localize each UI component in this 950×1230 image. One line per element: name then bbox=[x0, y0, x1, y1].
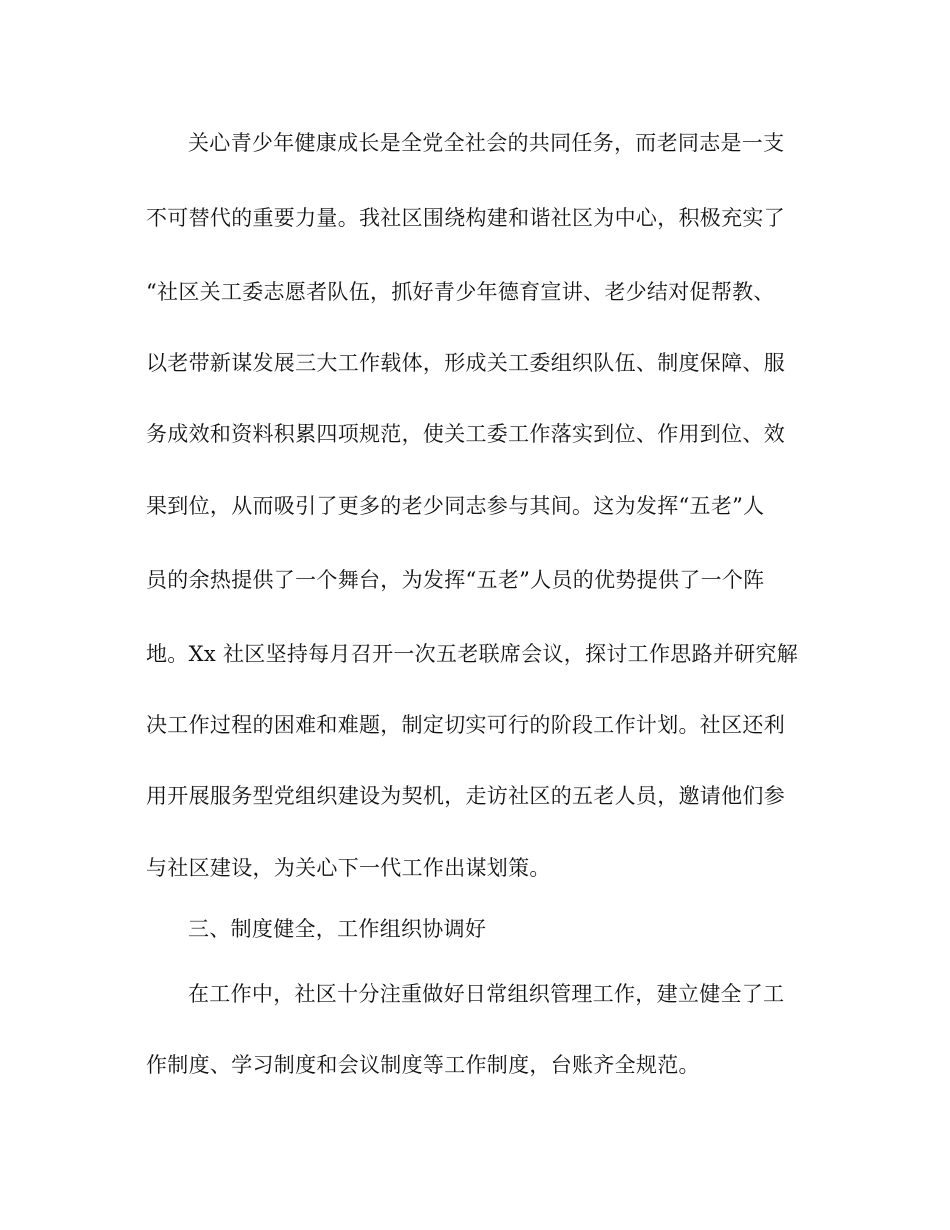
paragraph-1-line-3: “社区关工委志愿者队伍，抓好青少年德育宣讲、老少结对促帮教、 bbox=[146, 280, 775, 304]
paragraph-2-line-2: 作制度、学习制度和会议制度等工作制度，台账齐全规范。 bbox=[146, 1053, 700, 1077]
section-heading-3: 三、制度健全，工作组织协调好 bbox=[188, 917, 487, 941]
paragraph-1-line-4: 以老带新谋发展三大工作载体，形成关工委组织队伍、制度保障、服 bbox=[146, 351, 785, 375]
paragraph-1-line-5: 务成效和资料积累四项规范，使关工委工作落实到位、作用到位、效 bbox=[146, 422, 785, 446]
paragraph-1-line-7: 员的余热提供了一个舞台，为发挥“五老”人员的优势提供了一个阵 bbox=[146, 568, 765, 592]
paragraph-2-line-1: 在工作中，社区十分注重做好日常组织管理工作，建立健全了工 bbox=[188, 982, 785, 1006]
paragraph-1-line-1: 关心青少年健康成长是全党全社会的共同任务，而老同志是一支 bbox=[188, 131, 785, 155]
paragraph-1-line-2: 不可替代的重要力量。我社区围绕构建和谐社区为中心，积极充实了 bbox=[146, 206, 785, 230]
paragraph-1-line-11: 与社区建设，为关心下一代工作出谋划策。 bbox=[146, 856, 551, 880]
paragraph-1-line-6: 果到位，从而吸引了更多的老少同志参与其间。这为发挥“五老”人 bbox=[146, 494, 765, 518]
paragraph-1-line-9: 决工作过程的困难和难题，制定切实可行的阶段工作计划。社区还利 bbox=[146, 713, 785, 737]
paragraph-1-line-8: 地。Xx 社区坚持每月召开一次五老联席会议，探讨工作思路并研究解 bbox=[146, 642, 799, 666]
paragraph-1-line-10: 用开展服务型党组织建设为契机，走访社区的五老人员，邀请他们参 bbox=[146, 784, 785, 808]
